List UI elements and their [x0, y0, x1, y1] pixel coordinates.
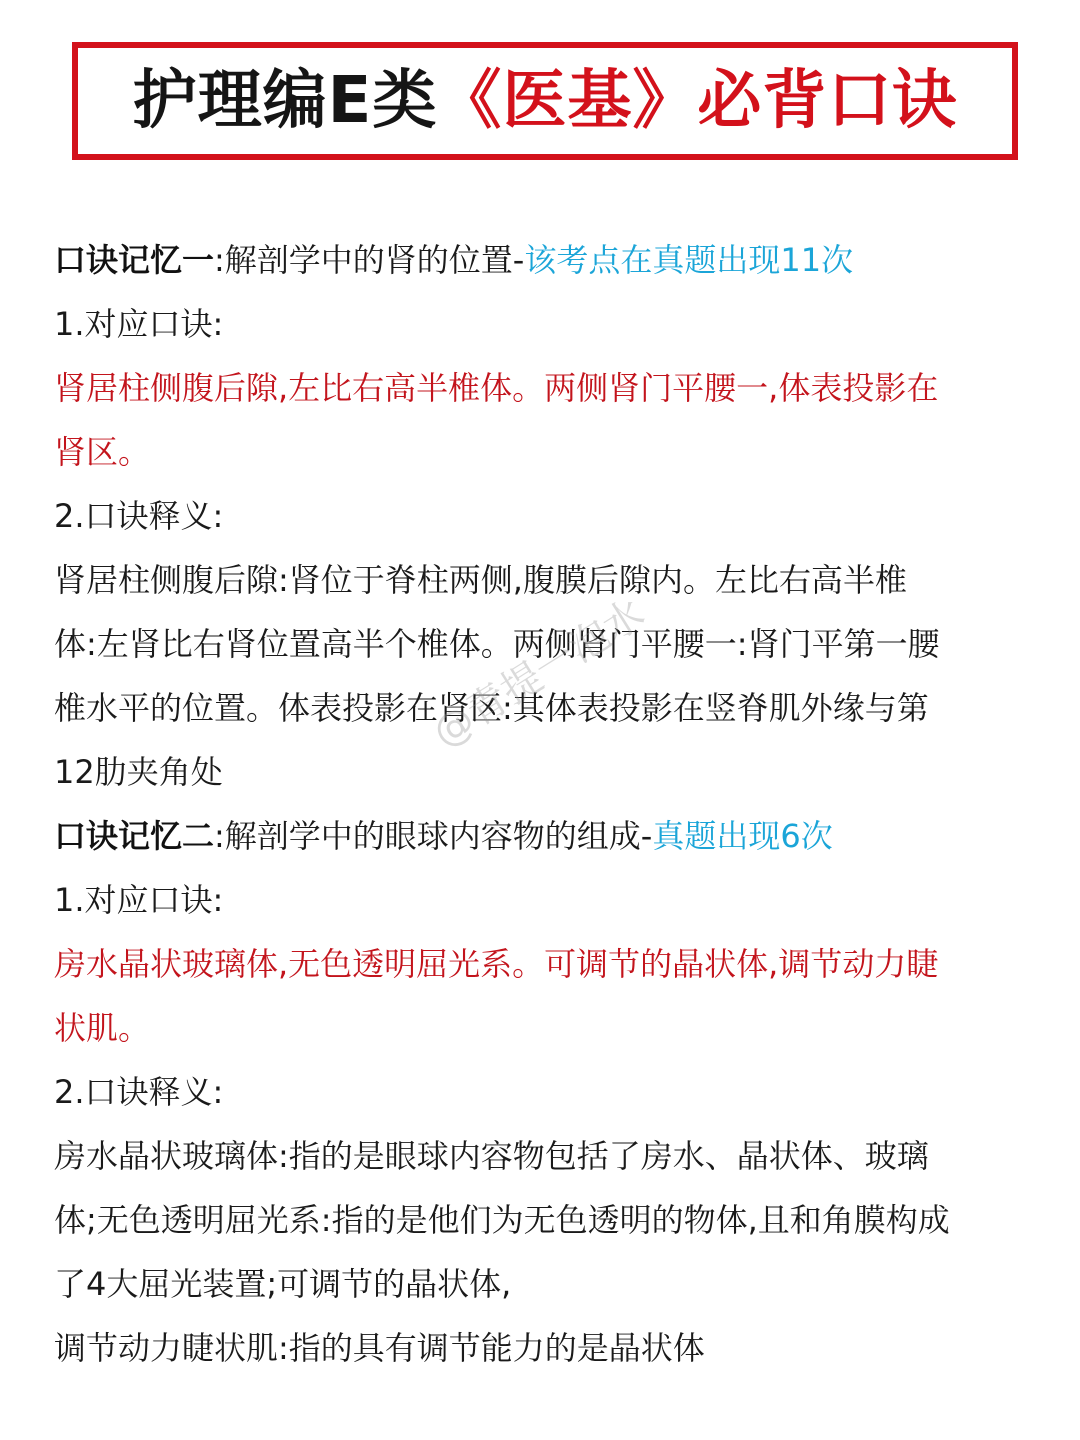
- section2-rhyme-label: 1.对应口诀:: [54, 881, 224, 919]
- section2-heading-topic: :解剖学中的眼球内容物的组成-: [214, 817, 653, 855]
- section2-explain-label: 2.口诀释义:: [54, 1073, 224, 1111]
- section1-explain-line: 体:左肾比右肾位置高半个椎体。两侧肾门平腰一:肾门平第一腰: [54, 625, 940, 663]
- section2-heading-note: 真题出现6次: [652, 817, 833, 855]
- section2-rhyme-line: 房水晶状玻璃体,无色透明屈光系。可调节的晶状体,调节动力睫: [54, 945, 939, 983]
- section2-explain-line: 调节动力睫状肌:指的具有调节能力的是晶状体: [54, 1329, 705, 1367]
- section2-explain-line: 了4大屈光装置;可调节的晶状体,: [54, 1265, 512, 1303]
- section1-explain-line: 椎水平的位置。体表投影在肾区:其体表投影在竖脊肌外缘与第: [54, 689, 929, 727]
- title-prefix: 护理编E类: [132, 64, 438, 138]
- title-banner: [72, 42, 1018, 160]
- section1-heading: [54, 228, 1044, 292]
- article-body: [54, 228, 1044, 1380]
- section1-heading-note: 该考点在真题出现11次: [524, 241, 854, 279]
- section1-explain-line: 肾居柱侧腹后隙:肾位于脊柱两侧,腹膜后隙内。左比右高半椎: [54, 561, 907, 599]
- section1-heading-topic: :解剖学中的肾的位置-: [214, 241, 525, 279]
- section1-explain-label: 2.口诀释义:: [54, 497, 224, 535]
- section1-explain-line: 12肋夹角处: [54, 753, 223, 791]
- section1-heading-label: 口诀记忆一: [54, 241, 215, 279]
- title-subject: 《医基》必背口诀: [437, 64, 958, 138]
- section1-rhyme-line: 肾区。: [54, 433, 151, 471]
- section2-explain-line: 房水晶状玻璃体:指的是眼球内容物包括了房水、晶状体、玻璃: [54, 1137, 929, 1175]
- section2-heading: [54, 804, 1044, 868]
- section2-heading-label: 口诀记忆二: [54, 817, 215, 855]
- section2-rhyme-line: 状肌。: [54, 1009, 151, 1047]
- section2-explain-line: 体;无色透明屈光系:指的是他们为无色透明的物体,且和角膜构成: [54, 1201, 950, 1239]
- section1-rhyme-label: 1.对应口诀:: [54, 305, 224, 343]
- watermark: @青提一泡水: [424, 590, 653, 757]
- section1-rhyme-line: 肾居柱侧腹后隙,左比右高半椎体。两侧肾门平腰一,体表投影在: [54, 369, 939, 407]
